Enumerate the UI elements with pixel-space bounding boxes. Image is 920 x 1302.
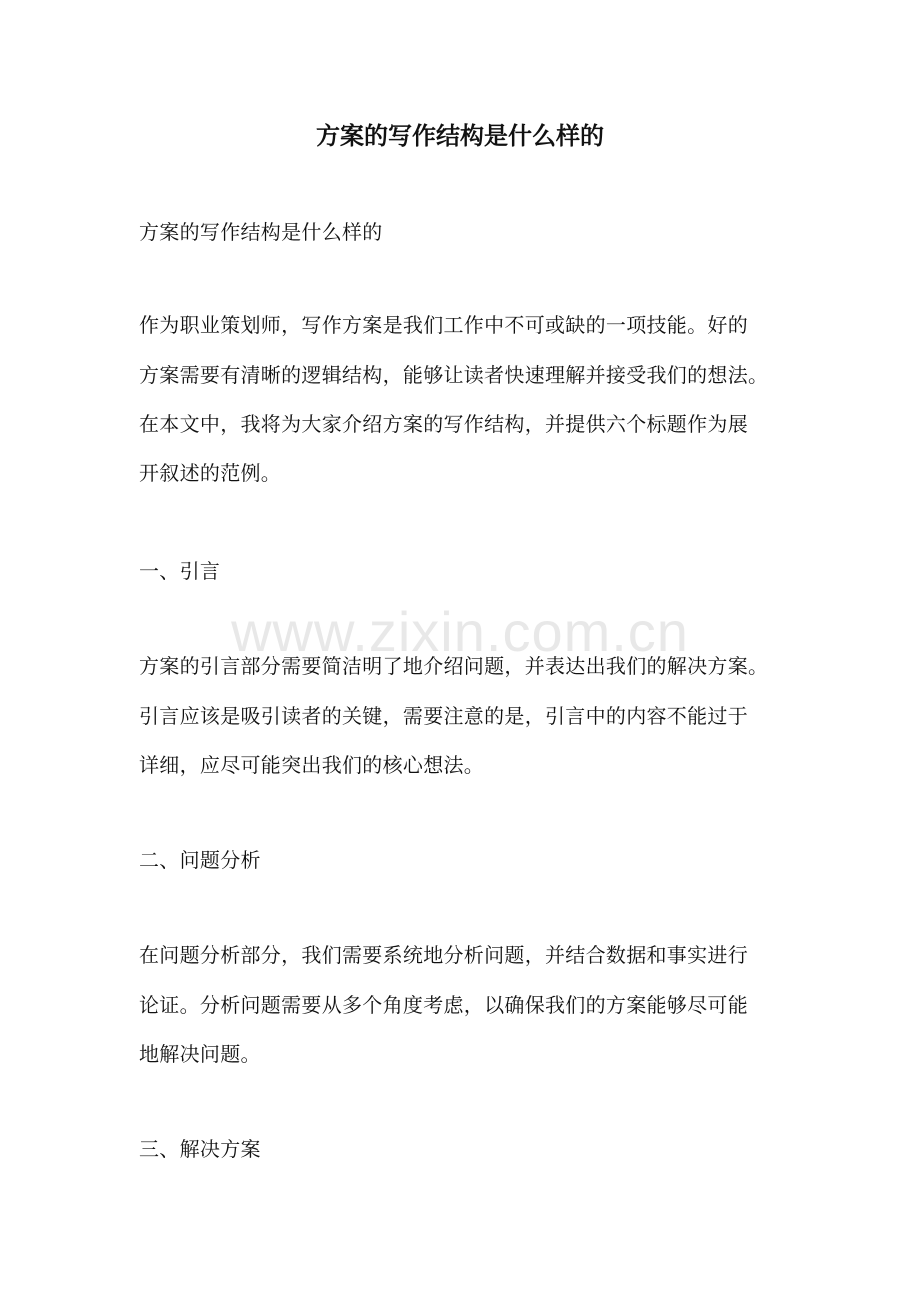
section-paragraph-line: 详细，应尽可能突出我们的核心想法。 bbox=[139, 753, 485, 777]
document-title: 方案的写作结构是什么样的 bbox=[316, 121, 604, 150]
section-heading-solution: 三、解决方案 bbox=[139, 1137, 261, 1161]
intro-line: 在本文中，我将为大家介绍方案的写作结构，并提供六个标题作为展 bbox=[139, 412, 748, 436]
intro-line: 方案需要有清晰的逻辑结构，能够让读者快速理解并接受我们的想法。 bbox=[139, 363, 769, 387]
intro-line: 开叙述的范例。 bbox=[139, 461, 282, 485]
section-paragraph-line: 论证。分析问题需要从多个角度考虑，以确保我们的方案能够尽可能 bbox=[139, 993, 748, 1017]
section-heading-introduction: 一、引言 bbox=[139, 559, 221, 583]
watermark-text: www.zixin.com.cn bbox=[231, 600, 689, 663]
section-paragraph-line: 引言应该是吸引读者的关键，需要注意的是，引言中的内容不能过于 bbox=[139, 704, 748, 728]
intro-line: 作为职业策划师，写作方案是我们工作中不可或缺的一项技能。好的 bbox=[139, 313, 748, 337]
section-paragraph-line: 地解决问题。 bbox=[139, 1042, 261, 1066]
section-paragraph-line: 方案的引言部分需要简洁明了地介绍问题，并表达出我们的解决方案。 bbox=[139, 654, 769, 678]
section-paragraph-line: 在问题分析部分，我们需要系统地分析问题，并结合数据和事实进行 bbox=[139, 943, 748, 967]
section-heading-problem-analysis: 二、问题分析 bbox=[139, 848, 261, 872]
document-subtitle: 方案的写作结构是什么样的 bbox=[139, 220, 383, 244]
